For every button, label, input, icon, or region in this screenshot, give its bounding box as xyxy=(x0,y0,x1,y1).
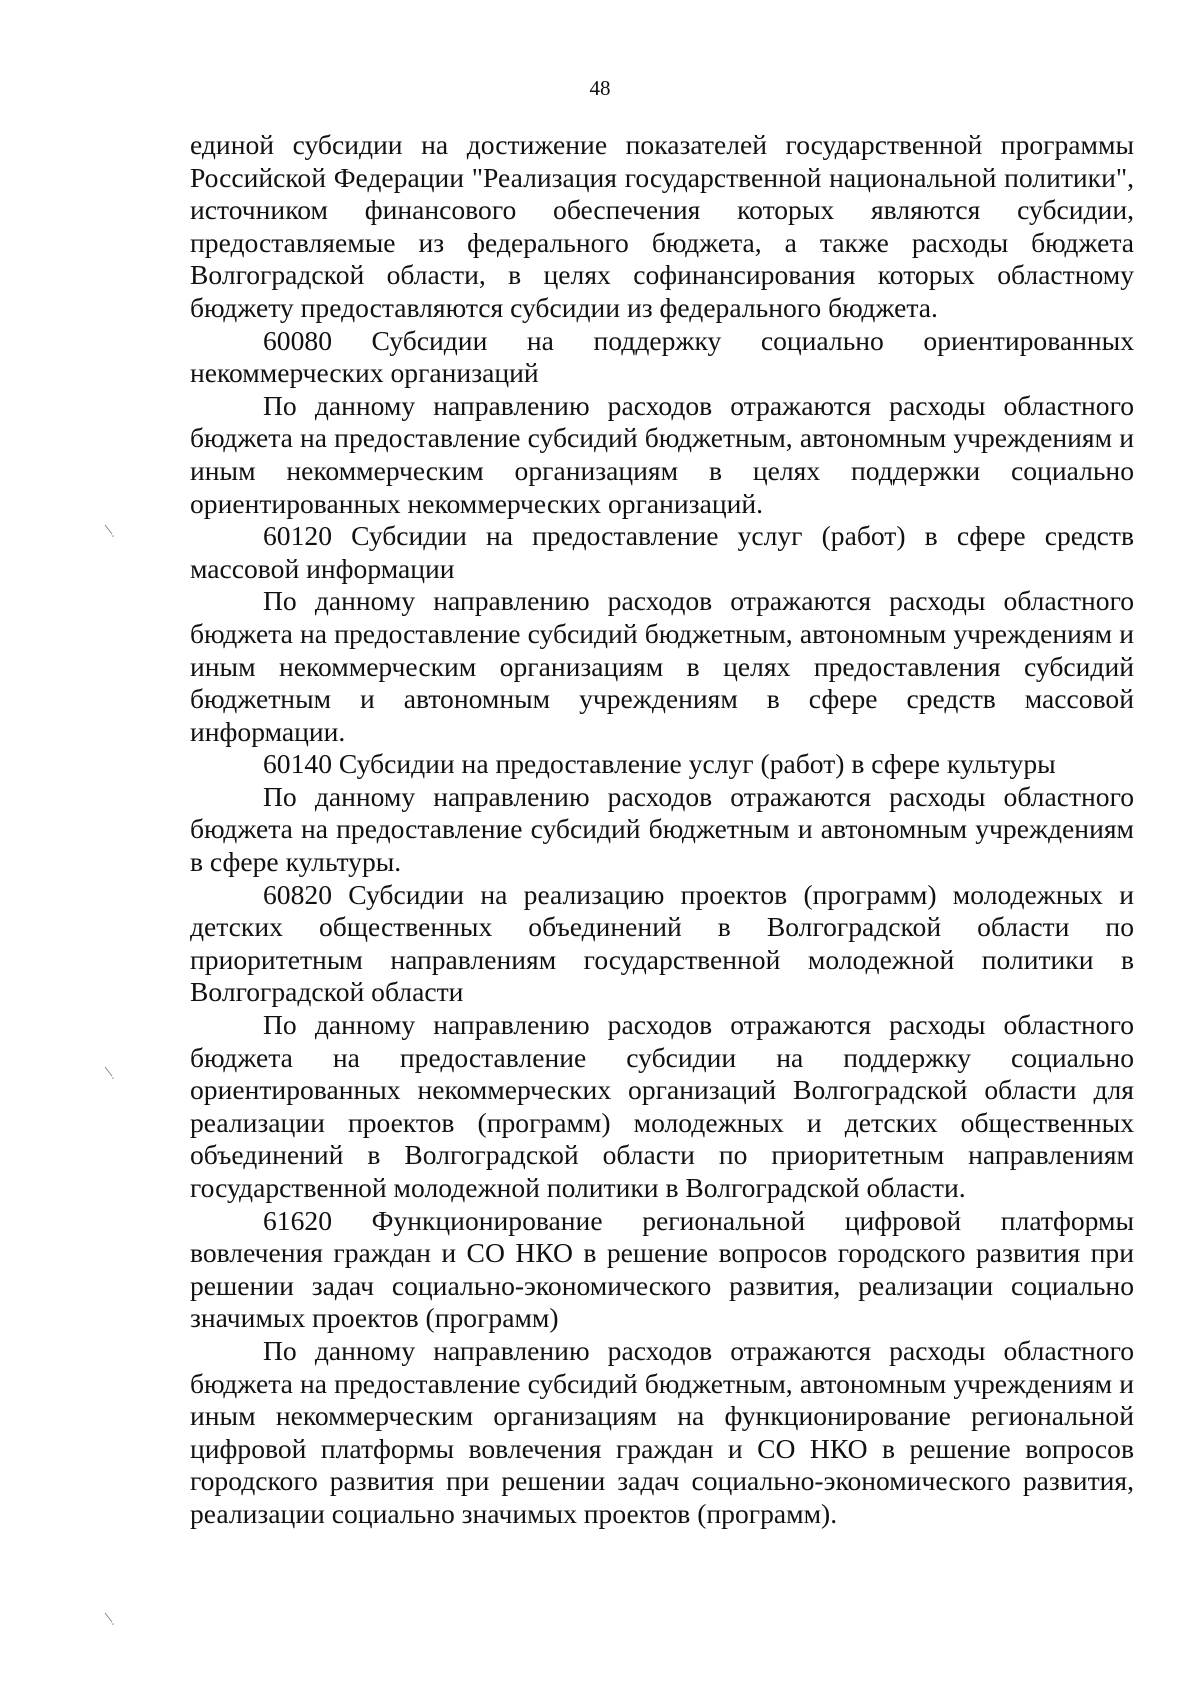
section-heading-60140: 60140 Субсидии на предоставление услуг (работ) в сфере культуры xyxy=(263,748,1056,780)
paragraph-continuation: единой субсидии на достижение показателей государственной программы Российской Федерации "Реализация государственной национальной политики", источником финансового обеспечения которых являются субсидии, предоставляемые из федерального бюджета, а также расходы бюджета Волгоградской области, в целях софинансирования которых областному бюджету предоставляются субсидии из федерального бюджета. xyxy=(190,129,1134,323)
scan-mark xyxy=(104,524,114,538)
section-text-60140: По данному направлению расходов отражаются расходы областного бюджета на предоставление субсидий бюджетным и автономным учреждениям в сфере культуры. xyxy=(190,780,1134,878)
section-text-60820: По данному направлению расходов отражаются расходы областного бюджета на предоставление субсидии на поддержку социально ориентированных некоммерческих организаций Волгоградской области для реализации проектов (программ) молодежных и детских общественных объединений в Волгоградской области по приоритетным направлениям государственной молодежной политики в Волгоградской области. xyxy=(190,1009,1134,1203)
section-heading-60080: 60080 Субсидии на поддержку социально ориентированных некоммерческих организаций xyxy=(190,324,1134,389)
scan-mark xyxy=(104,1066,114,1080)
section-heading-60120: 60120 Субсидии на предоставление услуг (работ) в сфере средств массовой информации xyxy=(190,520,1134,584)
section-text-61620: По данному направлению расходов отражаются расходы областного бюджета на предоставление субсидий бюджетным, автономным учреждениям и иным некоммерческим организациям на функционирование региональной цифровой платформы вовлечения граждан и СО НКО в решение вопросов городского развития при решении задач социально-экономического развития, реализации социально значимых проектов (программ). xyxy=(190,1334,1134,1529)
section-text-60080: По данному направлению расходов отражаются расходы областного бюджета на предоставление субсидий бюджетным, автономным учреждениям и иным некоммерческим организациям в целях поддержки социально ориентированных некоммерческих организаций. xyxy=(190,389,1134,519)
scan-mark xyxy=(104,1612,114,1626)
section-heading-60820: 60820 Субсидии на реализацию проектов (программ) молодежных и детских общественных объединений в Волгоградской области по приоритетным направлениям государственной молодежной политики в Волгоградской области xyxy=(190,878,1134,1008)
page-body xyxy=(190,129,1134,1531)
section-text-60120: По данному направлению расходов отражаются расходы областного бюджета на предоставление субсидий бюджетным, автономным учреждениям и иным некоммерческим организациям в целях предоставления субсидий бюджетным и автономным учреждениям в сфере средств массовой информации. xyxy=(190,585,1134,747)
page-number: 48 xyxy=(589,76,611,100)
section-heading-61620: 61620 Функционирование региональной цифровой платформы вовлечения граждан и СО НКО в решение вопросов городского развития при решении задач социально-экономического развития, реализации социально значимых проектов (программ) xyxy=(190,1204,1134,1334)
